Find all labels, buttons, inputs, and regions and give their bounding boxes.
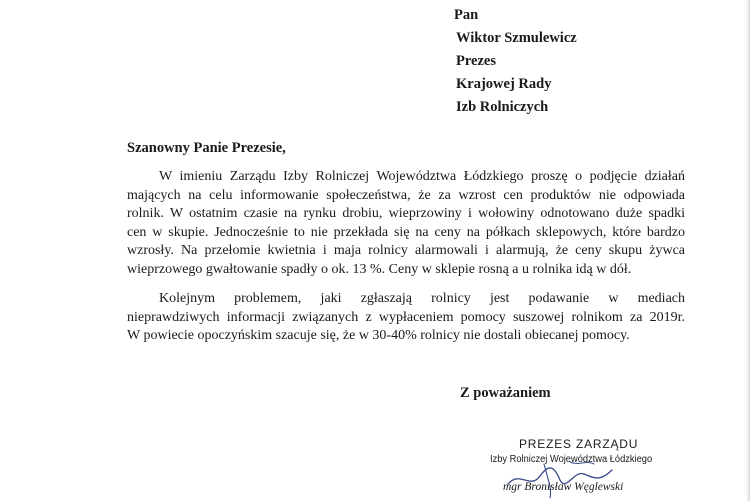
addressee-title: Prezes — [456, 53, 496, 69]
paragraph-line: Kolejnym problemem, jaki zgłaszają rolnicy jest podawanie w mediach — [159, 291, 685, 306]
paragraph-line: W powiecie opoczyńskim szacuje się, że w 30-40% rolnicy nie dostali obiecanej pomocy. — [127, 328, 630, 344]
addressee-org-line: Krajowej Rady — [456, 76, 552, 92]
addressee-name: Wiktor Szmulewicz — [456, 30, 577, 46]
stamp-title: PREZES ZARZĄDU — [519, 437, 639, 451]
addressee-org-line: Izb Rolniczych — [456, 99, 549, 115]
paragraph-line: wieprzowego gwałtowanie spadły o ok. 13 %. Ceny w sklepie rosną a u rolnika idą w dół. — [127, 261, 632, 277]
stamp-signatory-name: mgr Bronisław Węglewski — [503, 481, 624, 493]
addressee-block — [443, 4, 577, 119]
closing: Z poważaniem — [460, 385, 551, 401]
page-edge — [746, 0, 750, 501]
paragraph-line: W imieniu Zarządu Izby Rolniczej Województwa Łódzkiego proszę o podjęcie działań — [159, 169, 685, 184]
paragraph-line: nieprawdziwych informacji związanych z wypłaceniem pomocy suszowej rolnikom za 2019r. — [127, 309, 685, 325]
paragraph-1 — [127, 168, 685, 280]
stamp-organization: Izby Rolniczej Województwa Łódzkiego — [490, 454, 653, 465]
salutation: Szanowny Panie Prezesie, — [127, 140, 286, 156]
addressee-line: Pan — [454, 7, 479, 23]
paragraph-line: rolnik. W ostatnim czasie na rynku drobiu, wieprzowiny i wołowiny odnotowano duże spadki — [127, 206, 685, 222]
paragraph-2 — [127, 290, 685, 346]
paragraph-line: wzrosły. Na przełomie kwietnia i maja rolnicy alarmowali i alarmują, że ceny skupu żywca — [127, 243, 685, 259]
paragraph-line: cen w skupie. Jednocześnie to nie przekłada się na ceny na półkach sklepowych, które bardzo — [127, 224, 685, 240]
paragraph-line: mających na celu informowanie społeczeństwa, że za wzrost cen produktów nie odpowiada — [127, 187, 685, 203]
